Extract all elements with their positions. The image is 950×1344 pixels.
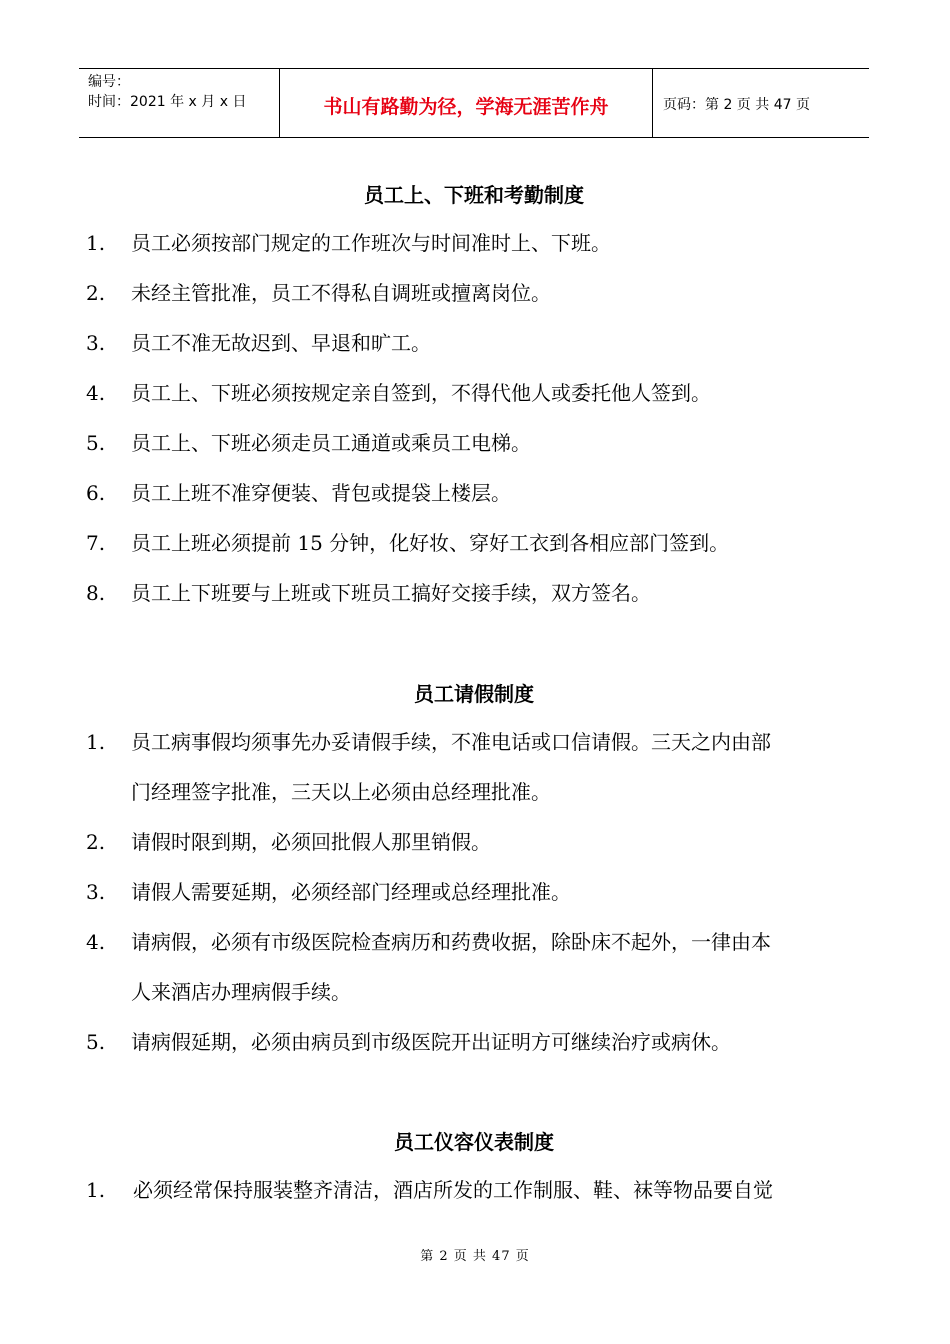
item-text: 员工上班不准穿便装、背包或提袋上楼层。: [131, 481, 511, 505]
item-text: 请病假，必须有市级医院检查病历和药费收据，除卧床不起外，一律由本: [131, 930, 771, 954]
item-number: 8.: [86, 581, 106, 605]
item-text: 请假时限到期，必须回批假人那里销假。: [131, 830, 491, 854]
item-text: 员工病事假均须事先办妥请假手续，不准电话或口信请假。三天之内由部: [131, 730, 771, 754]
item-number: 4.: [86, 930, 106, 954]
item-text: 员工必须按部门规定的工作班次与时间准时上、下班。: [131, 231, 611, 255]
item-number: 7.: [86, 531, 106, 555]
header-motto: 书山有路勤为径，学海无涯苦作舟: [280, 69, 653, 137]
item-text: 员工上班必须提前 15 分钟，化好妆、穿好工衣到各相应部门签到。: [131, 531, 730, 555]
item-number: 6.: [86, 481, 106, 505]
section-title-leave: 员工请假制度: [414, 682, 534, 706]
page-footer: 第 2 页 共 47 页: [420, 1249, 530, 1264]
header-meta-cell: [79, 69, 280, 137]
item-text-continued: 门经理签字批准，三天以上必须由总经理批准。: [131, 780, 551, 804]
item-number: 3.: [86, 880, 106, 904]
item-number: 1.: [86, 231, 106, 255]
item-text: 未经主管批准，员工不得私自调班或擅离岗位。: [131, 281, 551, 305]
item-text: 请病假延期，必须由病员到市级医院开出证明方可继续治疗或病休。: [131, 1030, 731, 1054]
section-title-attendance: 员工上、下班和考勤制度: [364, 183, 584, 207]
item-number: 5.: [86, 1030, 106, 1054]
item-number: 5.: [86, 431, 106, 455]
item-number: 1.: [86, 1178, 106, 1202]
item-text: 员工上下班要与上班或下班员工搞好交接手续，双方签名。: [131, 581, 651, 605]
item-number: 3.: [86, 331, 106, 355]
item-text-continued: 人来酒店办理病假手续。: [131, 980, 351, 1004]
item-text: 员工上、下班必须走员工通道或乘员工电梯。: [131, 431, 531, 455]
document-header: [79, 68, 869, 138]
item-number: 2.: [86, 281, 106, 305]
item-number: 1.: [86, 730, 106, 754]
section-title-appearance: 员工仪容仪表制度: [394, 1130, 554, 1154]
serial-number-label: 编号：: [88, 74, 130, 90]
item-number: 4.: [86, 381, 106, 405]
item-text: 请假人需要延期，必须经部门经理或总经理批准。: [131, 880, 571, 904]
header-page-number: 页码：第 2 页 共 47 页: [663, 97, 810, 113]
item-text: 员工不准无故迟到、早退和旷工。: [131, 331, 431, 355]
time-label: 时间：2021 年 x 月 x 日: [88, 94, 247, 110]
item-number: 2.: [86, 830, 106, 854]
item-text: 员工上、下班必须按规定亲自签到，不得代他人或委托他人签到。: [131, 381, 711, 405]
item-text: 必须经常保持服装整齐清洁，酒店所发的工作制服、鞋、袜等物品要自觉: [133, 1178, 773, 1202]
